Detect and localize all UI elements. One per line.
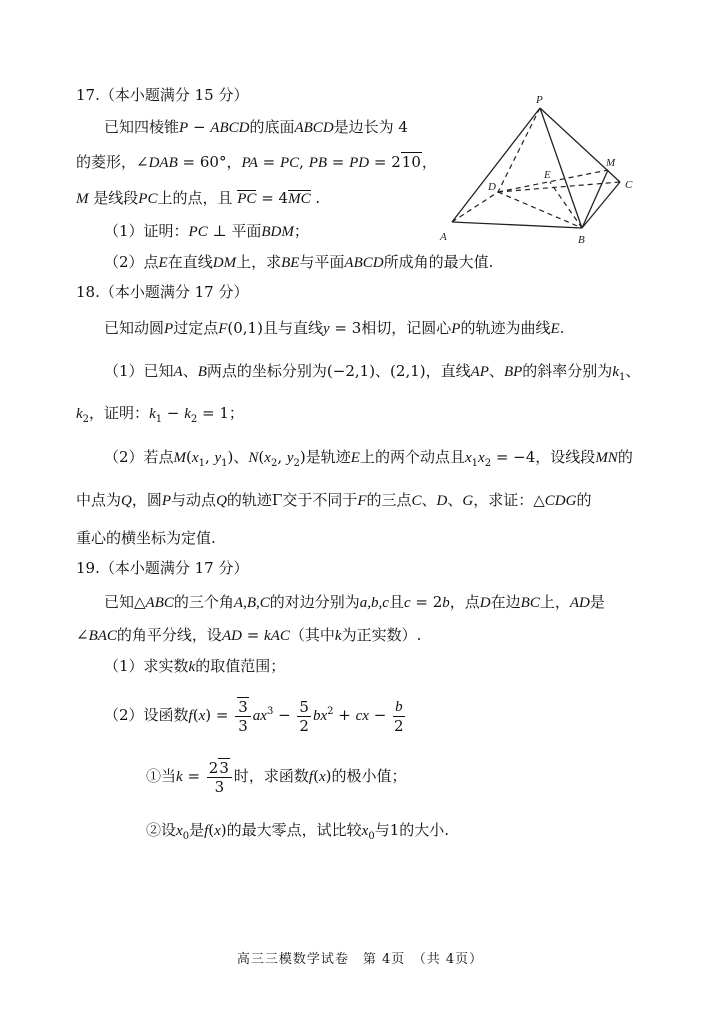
problem-17-stem-line2: 的菱形，∠DAB = 60°，PA = PC, PB = PD = 210，	[76, 153, 437, 171]
label-D: D	[488, 181, 496, 193]
problem-19-question-2: （2）设函数f(x) = $\frac{3}{3}$ $ax^3$ − $\frac{5}{2}$ $bx^2$ + cx − $\frac{b}{2}$	[104, 697, 404, 735]
label-B: B	[578, 234, 585, 246]
problem-17-question-2: （2）点E在直线DM上，求BE与平面ABCD所成角的最大值.	[104, 253, 494, 271]
problem-18-stem: 已知动圆P过定点F(0,1)且与直线y = 3相切，记圆心P的轨迹为曲线E.	[104, 319, 565, 337]
pyramid-figure	[430, 90, 650, 250]
problem-17-title: 17.（本小题满分 15 分）	[76, 86, 249, 104]
problem-19-subquestion-2: ②设$x_0$是f(x)的最大零点，试比较$x_0$与1的大小.	[146, 821, 450, 842]
problem-19-stem-line1: 已知△ABC的三个角A,B,C的对边分别为a,b,c且c = 2b，点D在边BC上，AD是	[104, 593, 605, 611]
problem-18-question-1: （1）已知A、B两点的坐标分别为(−2,1)、(2,1)，直线AP、BP的斜率分别为$k_1$、	[104, 362, 641, 383]
label-A: A	[440, 231, 447, 243]
problem-18-question-2-cont: 中点为Q，圆P与动点Q的轨迹Γ交于不同于F的三点C、D、G，求证：△CDG的	[76, 491, 592, 509]
problem-17-question-1: （1）证明：PC ⊥ 平面BDM；	[104, 222, 309, 240]
problem-17-stem-line3: M 是线段PC上的点，且 PC = 4MC .	[76, 189, 321, 207]
problem-19-subquestion-1: ①当k = $\frac{23}{3}$ 时，求函数f(x)的极小值；	[146, 758, 407, 796]
problem-19-stem-line2: ∠BAC的角平分线，设AD = kAC（其中k为正实数）.	[76, 626, 422, 644]
label-P: P	[536, 94, 543, 106]
problem-19-question-1: （1）求实数k的取值范围；	[104, 657, 286, 675]
label-E: E	[544, 169, 551, 181]
problem-18-question-2-end: 重心的横坐标为定值.	[76, 529, 216, 547]
label-M: M	[606, 157, 616, 169]
problem-19-title: 19.（本小题满分 17 分）	[76, 559, 249, 577]
problem-18-question-2: （2）若点$M(x_1$, $y_1$)、$N(x_2$, $y_2$)是轨迹E上的两个动点且$x_1x_2 = -4$，设线段MN的	[104, 448, 633, 469]
problem-18-question-1-cont: $k_2$，证明：$k_1 - k_2 = 1$；	[76, 404, 244, 425]
problem-18-title: 18.（本小题满分 17 分）	[76, 283, 249, 301]
problem-17-stem-line1: 已知四棱锥P − ABCD的底面ABCD是边长为 4	[104, 118, 408, 136]
page-footer: 高三三模数学试卷 第 4页 （共 4页）	[236, 952, 484, 967]
label-C: C	[625, 179, 633, 191]
